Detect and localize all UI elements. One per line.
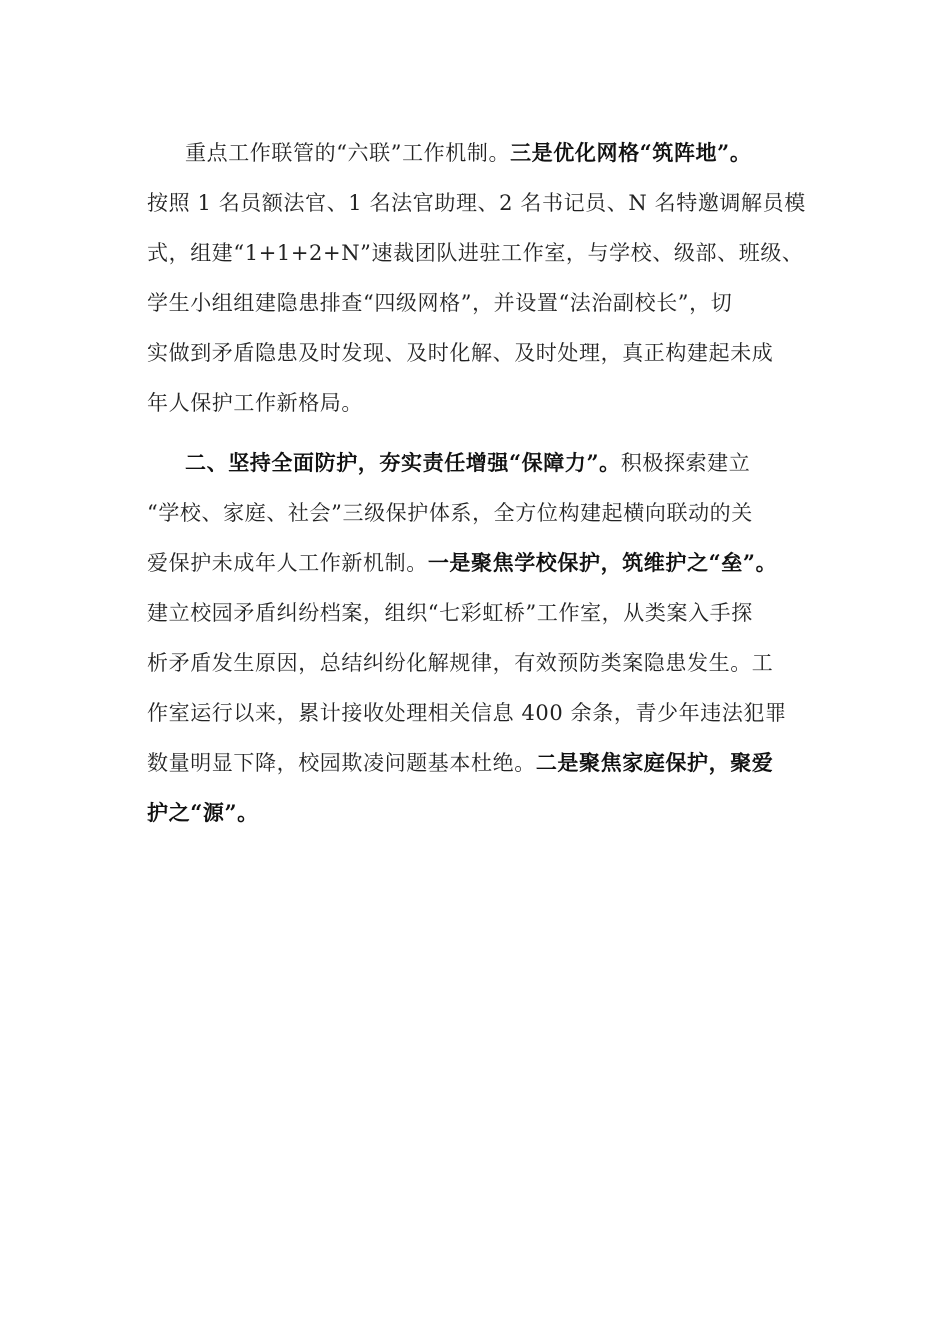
paragraph-line [147,228,827,278]
text-run: 作室运行以来，累计接收处理相关信息 400 余条，青少年违法犯罪 [147,701,787,725]
paragraph-line [147,588,827,638]
text-run: 年人保护工作新格局。 [147,391,363,415]
text-run: “学校、家庭、社会”三级保护体系，全方位构建起横向联动的关 [147,501,753,525]
text-run: 建立校园矛盾纠纷档案，组织“七彩虹桥”工作室，从类案入手探 [147,601,753,625]
bold-text-run: 一是聚焦学校保护，筑维护之“垒”。 [427,550,778,575]
text-run: 实做到矛盾隐患及时发现、及时化解、及时处理，真正构建起未成 [147,341,774,365]
text-run: 学生小组组建隐患排查“四级网格”，并设置“法治副校长”，切 [147,291,733,315]
paragraph-1 [147,128,827,428]
paragraph-line [147,178,827,228]
paragraph-line [147,538,827,588]
text-run: 重点工作联管的“六联”工作机制。 [185,141,511,165]
text-run: 式，组建“1+1+2+N”速裁团队进驻工作室，与学校、级部、班级、 [147,241,804,265]
bold-text-run: 护之“源”。 [147,800,259,825]
bold-text-run: 三是优化网格“筑阵地”。 [510,140,752,165]
paragraph-line [147,688,827,738]
paragraph-line [147,738,827,788]
text-run: 按照 1 名员额法官、1 名法官助理、2 名书记员、N 名特邀调解员模 [147,191,806,215]
paragraph-line [147,328,827,378]
paragraph-line [147,638,827,688]
paragraph-2 [147,438,827,838]
text-run: 积极探索建立 [620,451,751,475]
paragraph-line [147,278,827,328]
text-run: 析矛盾发生原因，总结纠纷化解规律，有效预防类案隐患发生。工 [147,651,774,675]
paragraph-line [147,488,827,538]
paragraph-line [147,788,827,838]
text-run: 数量明显下降，校园欺凌问题基本杜绝。 [147,751,536,775]
paragraph-line [147,378,827,428]
bold-text-run: 二是聚焦家庭保护，聚爱 [535,750,774,775]
paragraph-line [147,438,827,488]
paragraph-line [147,128,827,178]
text-run: 爱保护未成年人工作新机制。 [147,551,428,575]
section-heading: 二、坚持全面防护，夯实责任增强“保障力”。 [185,450,621,475]
